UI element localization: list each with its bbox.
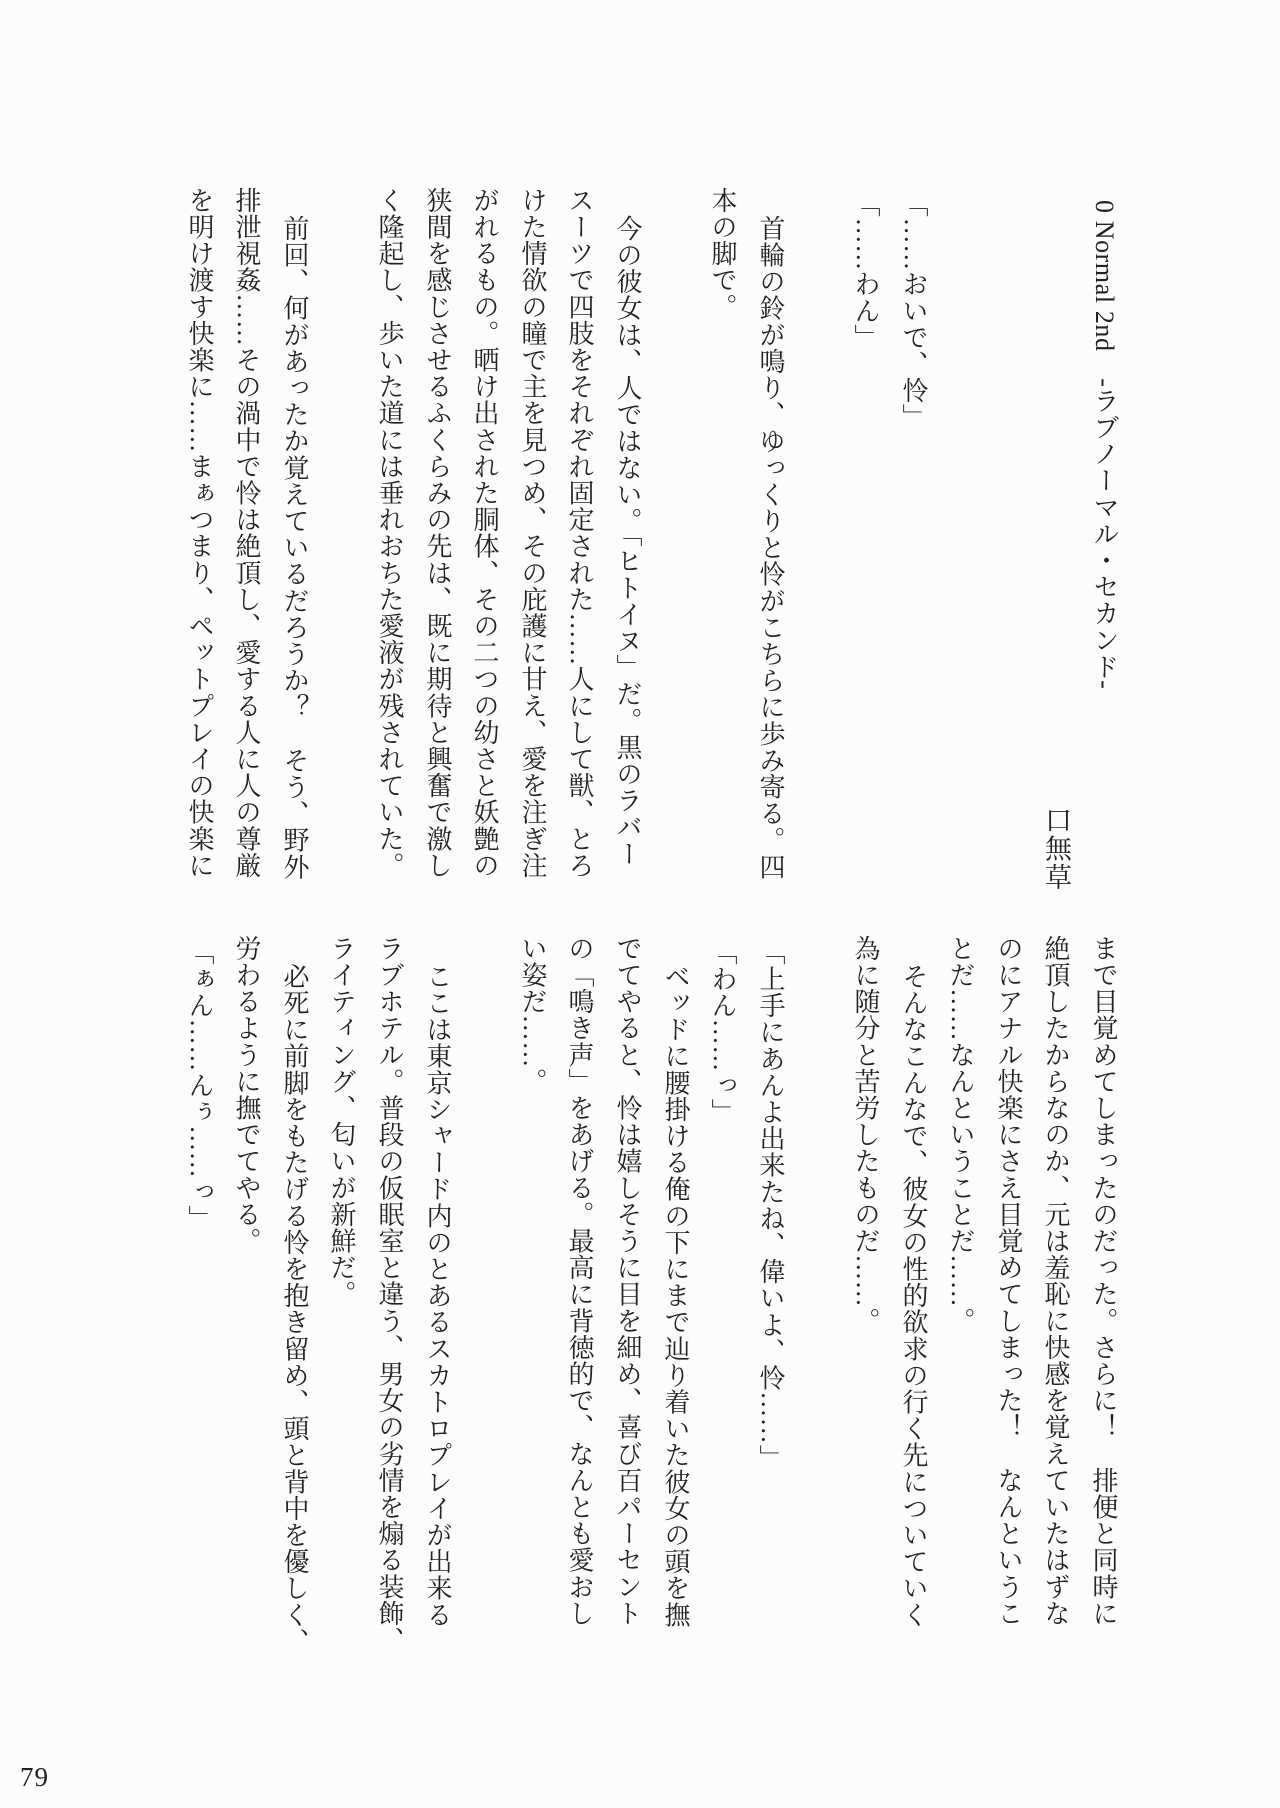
text-column: を明け渡す快楽に……まぁつまり、ペットプレイの快楽に [185,187,214,879]
text-column: がれるもの。晒け出された胴体、その二つの幼さと妖艶の [470,187,499,879]
text-column: ライティング、匂いが新鮮だ。 [327,935,356,1308]
text-column: けた情欲の瞳で主を見つめ、その庇護に甘え、愛を注ぎ注 [518,187,547,879]
text-column: 今の彼女は、人ではない。「ヒトイヌ」だ。黒のラバー [613,215,642,867]
text-column: とだ……なんということだ……。 [946,935,975,1334]
text-column: ここは東京シャード内のとあるスカトロプレイが出来る [423,963,452,1628]
text-column: 「ぁん……んぅ……っ」 [185,939,214,1232]
text-column: 前回、何があったか覚えているだろうか？ そう、野外 [280,215,309,880]
author-name: 口無草 [1041,806,1071,892]
text-column: 「わん……っ」 [708,939,737,1126]
text-column: 「……おいで、怜」 [899,191,928,431]
text-column: のにアナル快楽にさえ目覚めてしまった！ なんというこ [994,935,1023,1627]
text-column: ベッドに腰掛ける俺の下にまで辿り着いた彼女の頭を撫 [661,963,690,1628]
text-column: 「上手にあんよ出来たね、偉いよ、怜……」 [756,939,785,1471]
text-column: 首輪の鈴が鳴り、ゆっくりと怜がこちらに歩み寄る。四 [756,215,785,880]
page-number: 79 [20,1762,49,1792]
text-column: 狭間を感じさせるふくらみの先は、既に期待と興奮で激し [423,187,452,879]
text-column: い姿だ……。 [518,935,547,1095]
text-column: 本の脚で。 [708,187,737,320]
text-column: 「……わん」 [851,191,880,351]
text-column: 必死に前脚をもたげる怜を抱き留め、頭と背中を優しく、 [280,963,309,1655]
text-column: そんなこんなで、彼女の性的欲求の行く先についていく [899,963,928,1628]
text-column: ラブホテル。普段の仮眠室と違う、男女の劣情を煽る装飾、 [375,935,404,1654]
text-column: 排泄視姦……その渦中で怜は絶頂し、愛する人に人の尊厳 [232,187,261,879]
text-column: スーツで四肢をそれぞれ固定された……人にして獣、とろ [565,187,594,879]
text-column: でてやると、怜は嬉しそうに目を細め、喜び百パーセント [613,935,642,1627]
text-column: まで目覚めてしまったのだった。さらに！ 排便と同時に [1089,935,1118,1627]
text-column: 絶頂したからなのか、元は羞恥に快感を覚えていたはずな [1041,935,1070,1627]
text-column: く隆起し、歩いた道には垂れおちた愛液が残されていた。 [375,187,404,879]
text-column: 労わるように撫でてやる。 [232,935,261,1255]
story-title: 0 Normal 2nd -ラブノーマル・セカンド- [1090,200,1119,690]
text-column: の「鳴き声」をあげる。最高に背徳的で、なんとも愛おし [565,935,594,1627]
text-column: 為に随分と苦労したものだ……。 [851,935,880,1334]
